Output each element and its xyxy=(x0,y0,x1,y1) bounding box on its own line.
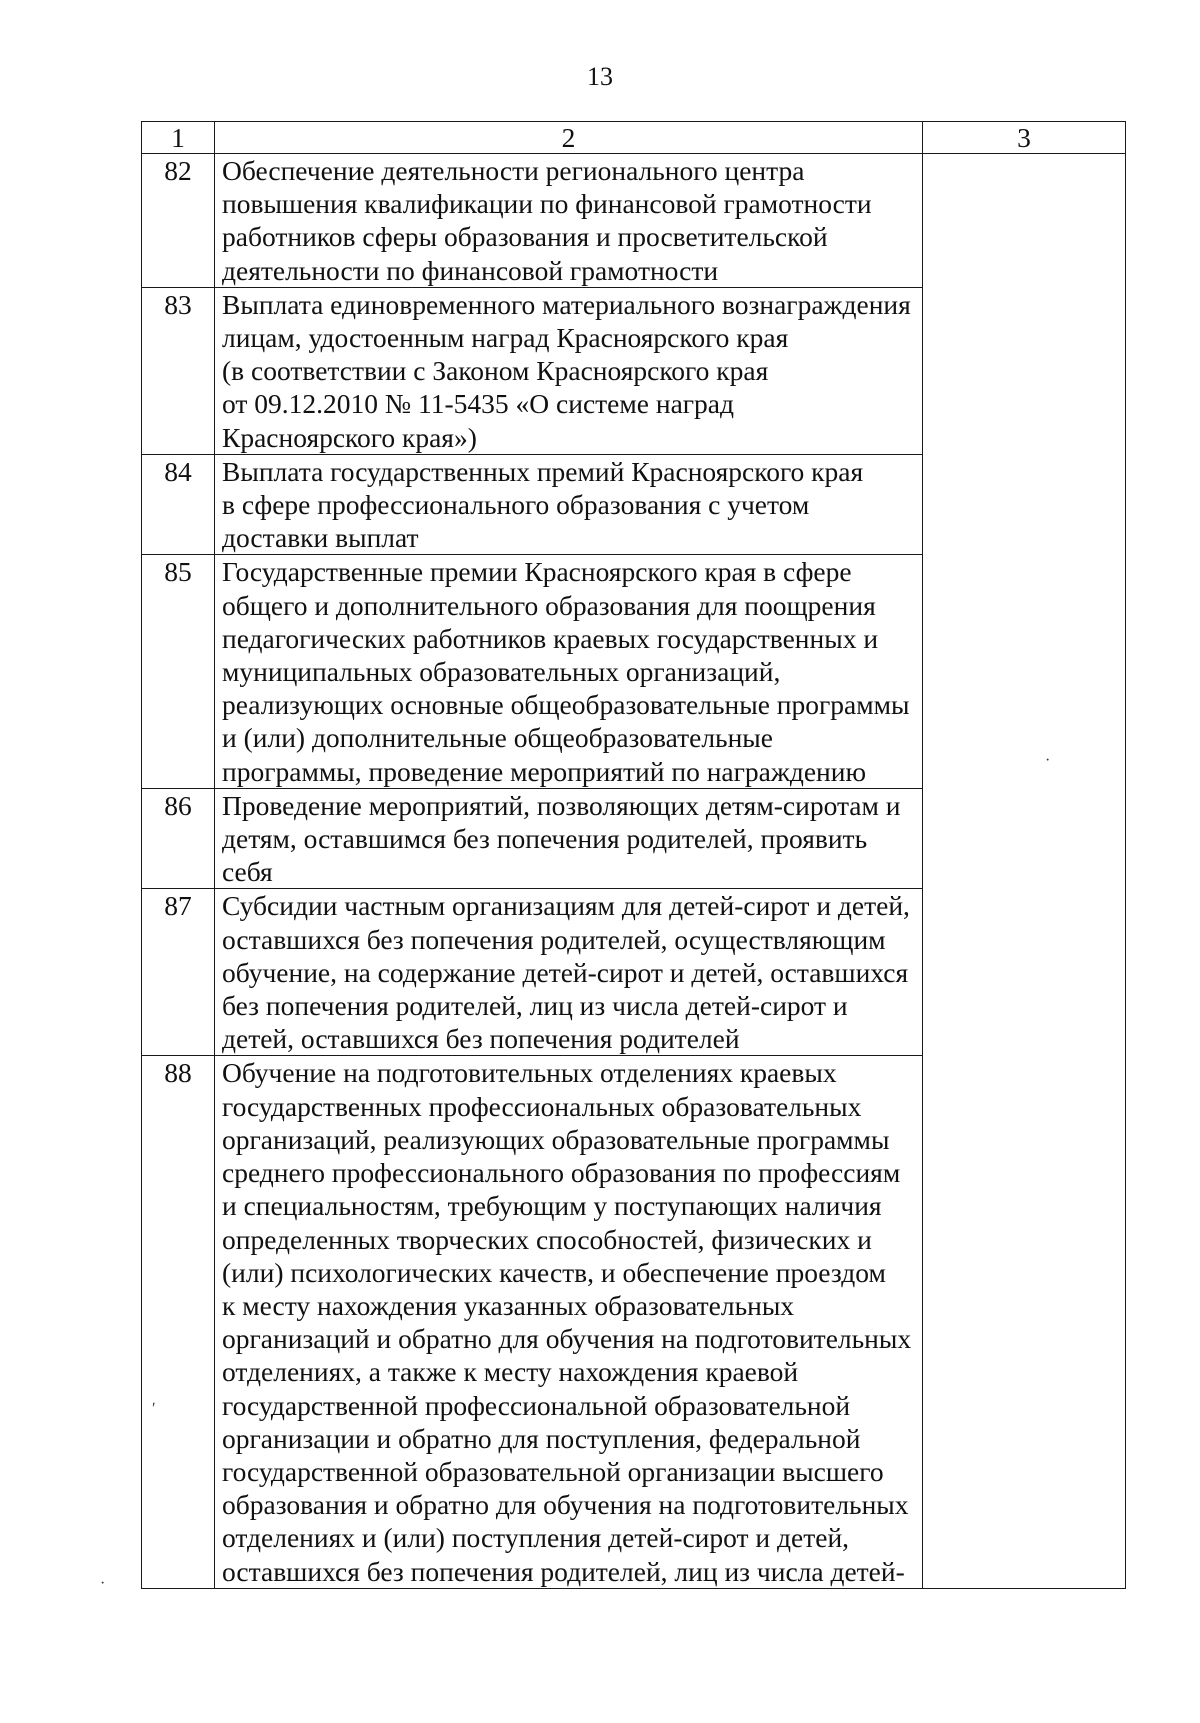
description-line: муниципальных образовательных организаций, xyxy=(222,656,781,688)
description-line: организации и обратно для поступления, федеральной xyxy=(222,1422,861,1454)
description-line: в сфере профессионального образования с учетом xyxy=(222,489,810,521)
description-line: государственных профессиональных образовательных xyxy=(222,1090,862,1122)
scan-speck: · xyxy=(100,1575,106,1592)
description-line: к месту нахождения указанных образовательных xyxy=(222,1289,795,1321)
description-line: Выплата единовременного материального вознаграждения xyxy=(222,288,911,320)
row-number: 88 xyxy=(142,1056,215,1588)
description-line: Обучение на подготовительных отделениях краевых xyxy=(222,1057,837,1089)
description-line: (или) психологических качеств, и обеспечение проездом xyxy=(222,1256,886,1288)
description-line: оставшихся без попечения родителей, лиц из числа детей- xyxy=(222,1555,905,1587)
row-description xyxy=(215,889,923,1056)
description-line: доставки выплат xyxy=(222,522,419,554)
description-line: Обеспечение деятельности регионального центра xyxy=(222,155,805,186)
description-line: Выплата государственных премий Красноярского края xyxy=(222,455,864,487)
row-description xyxy=(215,1056,923,1588)
description-line: детям, оставшимся без попечения родителей, проявить xyxy=(222,823,868,855)
row-description xyxy=(215,555,923,788)
description-line: среднего профессионального образования по профессиям xyxy=(222,1157,901,1189)
description-line: организаций и обратно для обучения на подготовительных xyxy=(222,1323,912,1355)
description-line: без попечения родителей, лиц из числа детей-сирот и xyxy=(222,990,848,1022)
header-col-3: 3 xyxy=(923,122,1126,154)
description-line: программы, проведение мероприятий по награждению xyxy=(222,755,867,787)
row-number: 83 xyxy=(142,287,215,454)
row-description xyxy=(215,287,923,454)
description-line: лицам, удостоенным наград Красноярского края xyxy=(222,322,789,354)
scan-speck: · xyxy=(1045,752,1051,769)
description-line: деятельности по финансовой грамотности xyxy=(222,254,719,286)
row-number: 82 xyxy=(142,154,215,288)
description-line: и специальностям, требующим у поступающих наличия xyxy=(222,1190,882,1222)
description-line: и (или) дополнительные общеобразовательные xyxy=(222,722,773,754)
header-col-1: 1 xyxy=(142,122,215,154)
row-number: 84 xyxy=(142,454,215,555)
row-number: 87 xyxy=(142,889,215,1056)
page-number: 13 xyxy=(587,62,613,91)
description-line: Проведение мероприятий, позволяющих детям-сиротам и xyxy=(222,789,901,821)
description-line: реализующих основные общеобразовательные программы xyxy=(222,689,910,721)
description-line: образования и обратно для обучения на подготовительных xyxy=(222,1489,909,1521)
description-line: обучение, на содержание детей-сирот и детей, оставшихся xyxy=(222,956,909,988)
description-line: себя xyxy=(222,856,273,888)
description-line: отделениях, а также к месту нахождения краевой xyxy=(222,1356,799,1388)
row-number: 86 xyxy=(142,788,215,889)
description-line: от 09.12.2010 № 11-5435 «О системе наград xyxy=(222,388,734,420)
description-line: отделениях и (или) поступления детей-сирот и детей, xyxy=(222,1522,850,1554)
row-number: 85 xyxy=(142,555,215,788)
description-line: Государственные премии Красноярского края в сфере xyxy=(222,556,852,588)
row-description xyxy=(215,154,923,288)
description-line: Субсидии частным организациям для детей-сирот и детей, xyxy=(222,890,910,922)
table-row xyxy=(142,154,1126,288)
description-line: Красноярского края») xyxy=(222,421,477,453)
description-line: работников сферы образования и просветительской xyxy=(222,221,828,253)
description-line: оставшихся без попечения родителей, осуществляющим xyxy=(222,923,886,955)
description-line: общего и дополнительного образования для поощрения xyxy=(222,589,876,621)
description-line: определенных творческих способностей, физических и xyxy=(222,1223,872,1255)
description-line: педагогических работников краевых государственных и xyxy=(222,622,879,654)
description-line: организаций, реализующих образовательные программы xyxy=(222,1123,890,1155)
description-line: повышения квалификации по финансовой грамотности xyxy=(222,188,872,220)
row-col3 xyxy=(923,154,1126,1589)
scan-speck: ʹ xyxy=(152,1400,156,1417)
description-line: (в соответствии с Законом Красноярского края xyxy=(222,355,769,387)
row-description xyxy=(215,788,923,889)
row-description xyxy=(215,454,923,555)
header-col-2: 2 xyxy=(215,122,923,154)
description-line: детей, оставшихся без попечения родителей xyxy=(222,1023,740,1055)
description-line: государственной профессиональной образовательной xyxy=(222,1389,851,1421)
table-header-row xyxy=(142,122,1126,154)
description-line: государственной образовательной организации высшего xyxy=(222,1455,884,1487)
budget-items-table xyxy=(141,121,1126,1589)
